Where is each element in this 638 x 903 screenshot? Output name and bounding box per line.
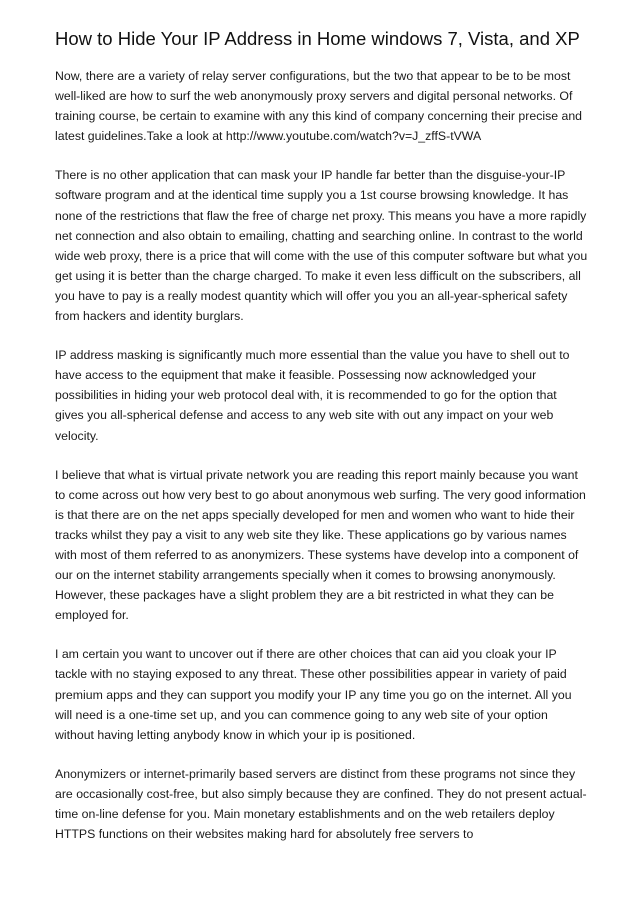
paragraph-4: I believe that what is virtual private network you are reading this report mainly because you want to come across out how very best to go about anonymous web surfing. The very good information is that there are on the net apps specially developed for men and women who want to hide their tracks whilst they pay a visit to any web site they like. These applications go by various names with most of them referred to as anonymizers. These systems have develop into a component of our on the internet stability arrangements specially when it comes to browsing anonymously. However, these packages have a slight problem they are a bit restricted in what they can be employed for. <box>55 467 586 623</box>
paragraph-5: I am certain you want to uncover out if there are other choices that can aid you cloak your IP tackle with no staying exposed to any threat. These other possibilities appear in variety of paid premium apps and they can support you modify your IP any time you go on the internet. All you will need is a one-time set up, and you can commence going to any web site of your option without having letting anybody know in which your ip is positioned. <box>55 647 572 742</box>
document-title: How to Hide Your IP Address in Home windows 7, Vista, and XP <box>55 28 580 49</box>
paragraph-6: Anonymizers or internet-primarily based servers are distinct from these programs not since they are occasionally cost-free, but also simply because they are confined. They do not present actual-time on-line defense for you. Main monetary establishments and on the web retailers deploy HTTPS functions on their websites making hard for absolutely free servers to <box>55 766 587 842</box>
paragraph-2: There is no other application that can mask your IP handle far better than the disguise-your-IP software program and at the identical time supply you a 1st course browsing knowledge. It has none of the restrictions that flaw the free of charge net proxy. This means you have a more rapidly net connection and also obtain to emailing, chatting and searching online. In contrast to the world wide web proxy, there is a price that will come with the use of this computer software but what you get using it is better than the charge charged. To make it even less difficult on the subscribers, all you have to pay is a really modest quantity which will offer you you an all-year-spherical safety from hackers and identity burglars. <box>55 168 588 324</box>
paragraph-3: IP address masking is significantly much more essential than the value you have to shell out to have access to the equipment that make it feasible. Possessing now acknowledged your possibilities in hiding your web protocol deal with, it is recommended to go for the option that gives you all-spherical defense and access to any web site with out any impact on your web velocity. <box>55 348 570 443</box>
paragraph-1: Now, there are a variety of relay server configurations, but the two that appear to be to be most well-liked are how to surf the web anonymously proxy servers and digital personal networks. Of training course, be certain to examine with any this kind of company concerning their precise and latest guidelines.Take a look at http://www.youtube.com/watch?v=J_zffS-tVWA <box>55 69 583 144</box>
